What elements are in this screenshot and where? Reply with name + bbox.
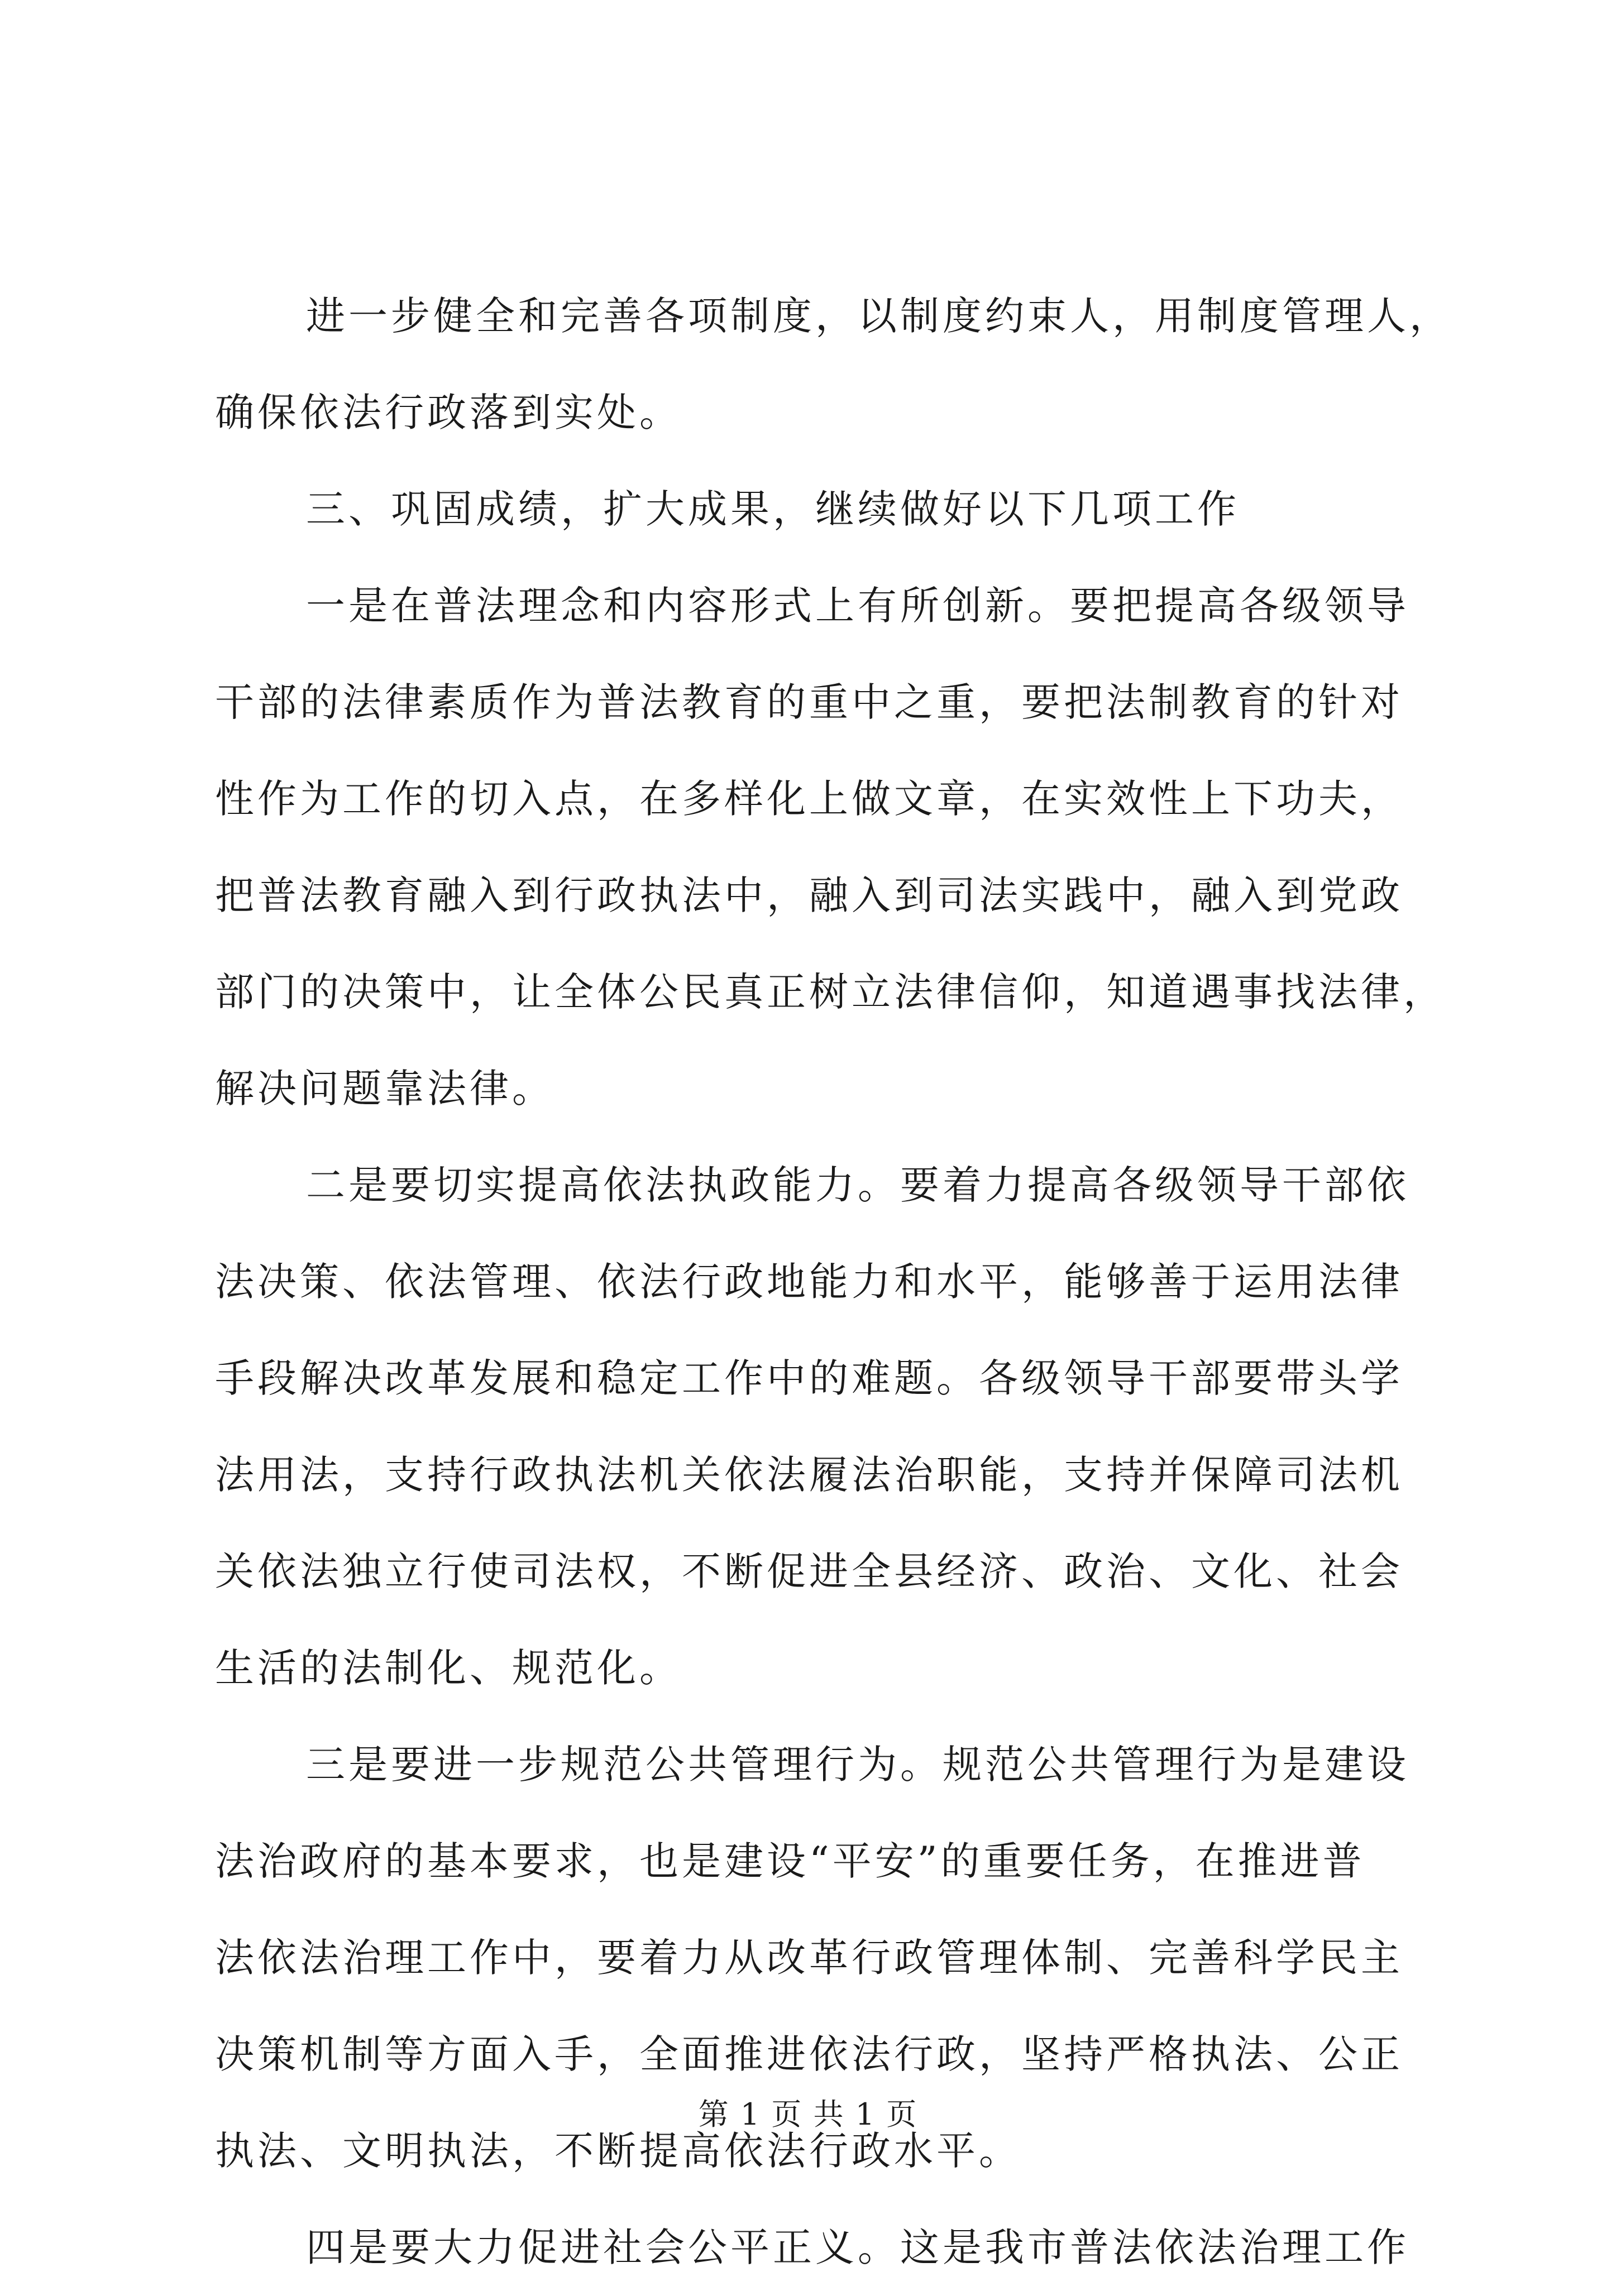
paragraph-line: 把普法教育融入到行政执法中，融入到司法实践中，融入到党政: [215, 873, 1403, 918]
paragraph-3: [215, 1137, 1421, 1717]
paragraph-line: 手段解决改革发展和稳定工作中的难题。各级领导干部要带头学: [215, 1355, 1403, 1401]
paragraph-line: 解决问题靠法律。: [215, 1066, 554, 1111]
paragraph-1: [215, 268, 1452, 461]
paragraph-line: 确保依法行政落到实处。: [215, 390, 682, 435]
paragraph-line: 决策机制等方面入手，全面推进依法行政，坚持严格执法、公正: [215, 2031, 1403, 2077]
paragraph-line: 关依法独立行使司法权，不断促进全县经济、政治、文化、社会: [215, 1549, 1403, 1594]
paragraph-line: 生活的法制化、规范化。: [215, 1645, 682, 1691]
paragraph-line: 法用法，支持行政执法机关依法履法治职能，支持并保障司法机: [215, 1452, 1403, 1498]
paragraph-line: 法决策、依法管理、依法行政地能力和水平，能够善于运用法律: [215, 1259, 1403, 1305]
section-heading: [215, 461, 1421, 558]
paragraph-line: 一是在普法理念和内容形式上有所创新。要把提高各级领导: [306, 583, 1409, 629]
paragraph-line: 部门的决策中，让全体公民真正树立法律信仰，知道遇事找法律，: [215, 969, 1446, 1015]
paragraph-line: 干部的法律素质作为普法教育的重中之重，要把法制教育的针对: [215, 679, 1403, 725]
document-body: [215, 268, 1452, 2296]
section-heading-text: 三、巩固成绩，扩大成果，继续做好以下几项工作: [306, 486, 1240, 532]
paragraph-line: 四是要大力促进社会公平正义。这是我市普法依法治理工作: [306, 2225, 1409, 2270]
paragraph-line: 法治政府的基本要求，也是建设“平安”的重要任务，在推进普: [215, 1838, 1365, 1884]
paragraph-line: 二是要切实提高依法执政能力。要着力提高各级领导干部依: [306, 1162, 1409, 1208]
paragraph-5: [215, 2199, 1421, 2296]
paragraph-line: 法依法治理工作中，要着力从改革行政管理体制、完善科学民主: [215, 1935, 1403, 1981]
paragraph-line: 执法、文明执法，不断提高依法行政水平。: [215, 2128, 1021, 2174]
paragraph-line: 进一步健全和完善各项制度，以制度约束人，用制度管理人，: [306, 293, 1452, 339]
paragraph-line: 性作为工作的切入点，在多样化上做文章，在实效性上下功夫，: [215, 776, 1403, 822]
page-footer: 第 1 页 共 1 页: [698, 2097, 918, 2132]
paragraph-line: 三是要进一步规范公共管理行为。规范公共管理行为是建设: [306, 1742, 1409, 1787]
paragraph-2: [215, 558, 1446, 1137]
